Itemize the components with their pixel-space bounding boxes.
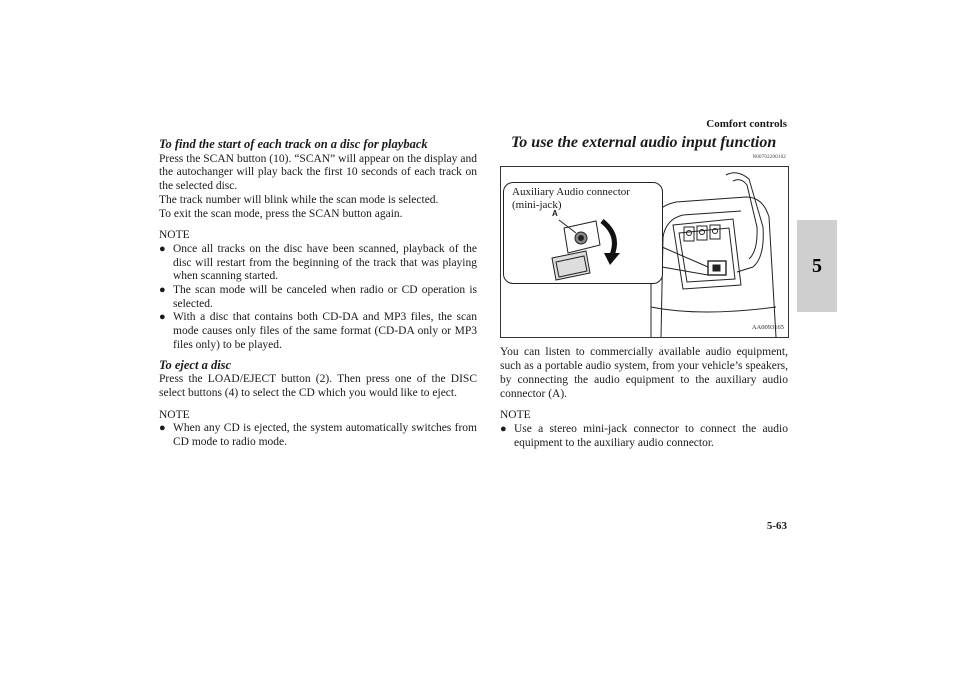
scan-note-item [159, 311, 477, 352]
jack-drawing [504, 183, 662, 283]
console-illustration [500, 166, 789, 338]
eject-heading: To eject a disc [159, 357, 232, 372]
bullet-icon: ● [159, 242, 166, 255]
scan-body: Press the SCAN button (10). “SCAN” will appear on the display and the autochanger will play back the first 10 seconds of each track on the selected disc. [159, 152, 477, 193]
bullet-icon: ● [159, 422, 166, 435]
aux-note-text: Use a stereo mini-jack connector to connect the audio equipment to the auxiliary audio connector. [514, 422, 788, 449]
running-header: Comfort controls [706, 118, 787, 130]
section-code: N00702200162 [752, 154, 786, 160]
section-title: To use the external audio input function [511, 134, 777, 151]
scan-note-text: With a disc that contains both CD-DA and MP3 files, the scan mode causes only files of the same format (CD-DA only or MP3 files only) to be played. [173, 311, 477, 351]
bullet-icon: ● [500, 422, 507, 435]
figure-code: AA0093165 [751, 323, 784, 331]
scan-note-text: Once all tracks on the disc have been scanned, playback of the disc will restart from the beginning of the track that was playing when scanning started. [173, 242, 477, 283]
callout-label-line: (mini-jack) [512, 199, 562, 212]
callout-bubble [503, 182, 663, 284]
bullet-icon: ● [159, 311, 166, 324]
aux-body: You can listen to commercially available audio equipment, such as a portable audio system, from your vehicle’s speakers, by connecting the audio equipment to the auxiliary audio connector (A). [500, 346, 788, 400]
scan-body-3: To exit the scan mode, press the SCAN button again. [159, 207, 403, 220]
scan-body-2: The track number will blink while the scan mode is selected. [159, 193, 439, 206]
scan-note-label: NOTE [159, 229, 190, 242]
marker-a: A [552, 209, 558, 219]
chapter-tab: 5 [797, 220, 837, 312]
aux-note-item [500, 423, 788, 450]
right-column [500, 134, 788, 450]
scan-note-text: The scan mode will be canceled when radio or CD operation is selected. [173, 284, 477, 310]
left-column [159, 138, 477, 450]
callout-label-line: Auxiliary Audio connector [512, 186, 630, 199]
aux-note-label: NOTE [500, 409, 531, 422]
bullet-icon: ● [159, 284, 166, 297]
eject-note-item [159, 422, 477, 449]
scan-note-item [159, 243, 477, 284]
scan-heading: To find the start of each track on a disc for playback [159, 137, 428, 151]
eject-note-label: NOTE [159, 408, 190, 421]
page-number: 5-63 [766, 520, 787, 532]
eject-body: Press the LOAD/EJECT button (2). Then press one of the DISC select buttons (4) to select the CD which you would like to eject. [159, 373, 477, 399]
scan-note-item [159, 284, 477, 311]
eject-note-text: When any CD is ejected, the system automatically switches from CD mode to radio mode. [173, 422, 477, 449]
